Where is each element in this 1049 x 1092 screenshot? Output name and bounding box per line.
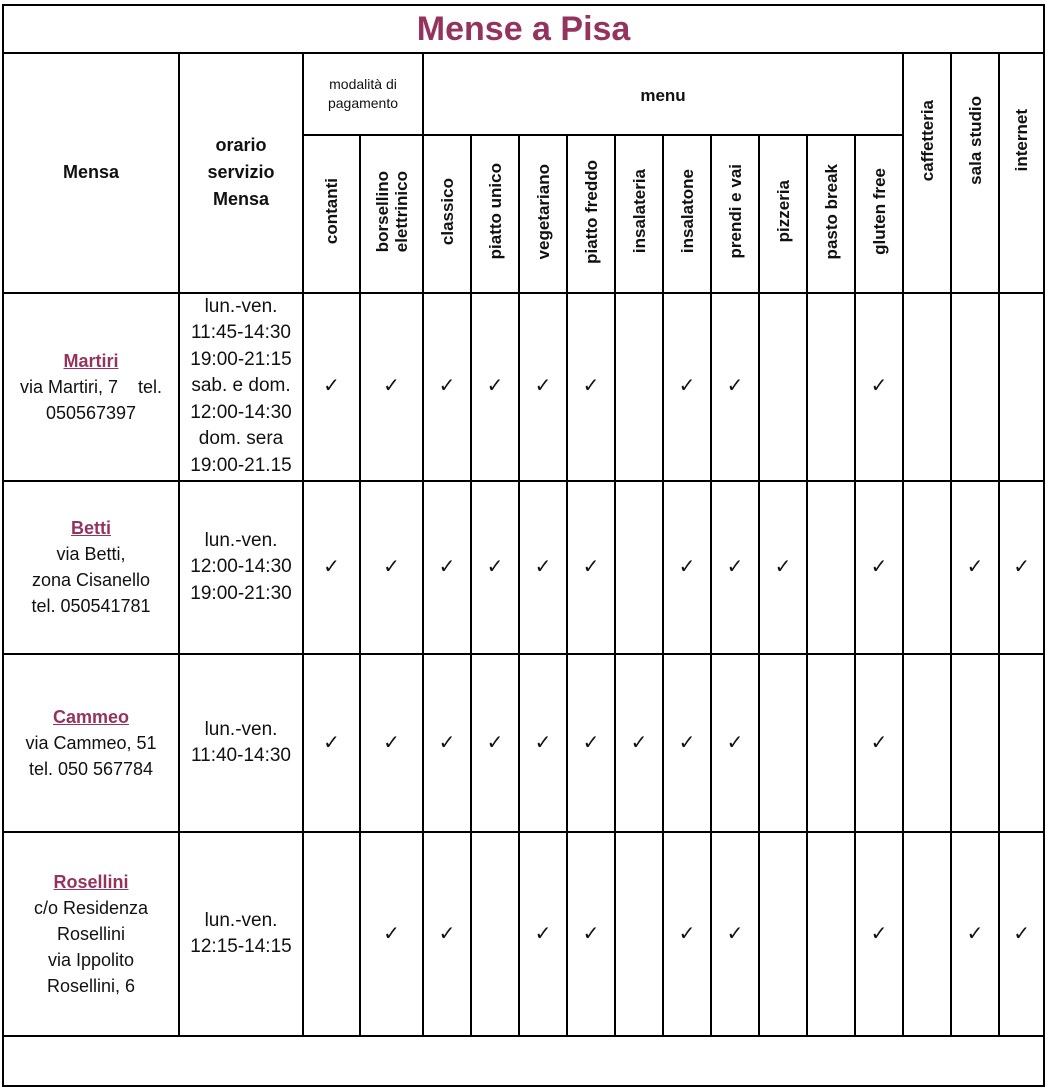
check-icon: ✓ xyxy=(323,375,340,398)
feature-cell xyxy=(855,481,903,654)
orario-line: 11:45-14:30 xyxy=(190,322,291,344)
check-icon: ✓ xyxy=(726,922,744,945)
check-icon: ✓ xyxy=(582,922,600,945)
check-icon: ✓ xyxy=(534,375,552,398)
feature-cell xyxy=(807,293,855,481)
check-icon: ✓ xyxy=(726,555,744,578)
feature-cell xyxy=(615,481,663,654)
check-icon: ✓ xyxy=(438,731,456,754)
mensa-address-line: zona Cisanello xyxy=(31,570,151,591)
feature-cell xyxy=(567,832,615,1035)
check-icon: ✓ xyxy=(486,375,504,398)
header-borsellino-label xyxy=(373,171,411,252)
feature-cell xyxy=(807,481,855,654)
mensa-address-line: tel. 050541781 xyxy=(31,596,151,617)
feature-cell xyxy=(759,832,807,1035)
check-icon: ✓ xyxy=(534,922,552,945)
feature-cell xyxy=(999,481,1044,654)
header-mensa-label: Mensa xyxy=(62,162,120,183)
orario-cell xyxy=(179,654,303,832)
check-icon: ✓ xyxy=(534,731,552,754)
check-icon: ✓ xyxy=(774,555,792,578)
orario-line: 19:00-21.15 xyxy=(190,454,292,476)
check-icon: ✓ xyxy=(323,555,340,578)
feature-cell xyxy=(807,654,855,832)
header-orario-line: Mensa xyxy=(212,189,270,210)
check-icon: ✓ xyxy=(630,731,648,754)
header-menu-col-label: piatto unico xyxy=(485,163,505,260)
orario-cell xyxy=(179,832,303,1035)
mensa-cell xyxy=(3,832,179,1035)
table-row xyxy=(3,293,1044,481)
orario-line: 11:40-14:30 xyxy=(190,745,291,767)
header-internet-label: internet xyxy=(1012,109,1032,172)
feature-cell xyxy=(663,832,711,1035)
feature-cell xyxy=(999,293,1044,481)
feature-cell xyxy=(471,481,519,654)
header-orario xyxy=(179,53,303,293)
feature-cell xyxy=(615,293,663,481)
table-row xyxy=(3,481,1044,654)
feature-cell xyxy=(903,293,951,481)
check-icon: ✓ xyxy=(438,922,456,945)
header-orario-line: orario xyxy=(215,135,267,156)
check-icon: ✓ xyxy=(383,731,400,754)
orario-cell xyxy=(179,481,303,654)
check-icon: ✓ xyxy=(726,375,744,398)
feature-cell xyxy=(615,832,663,1035)
header-menu-col xyxy=(663,135,711,292)
header-contanti-label: contanti xyxy=(322,178,341,245)
mensa-address-line: tel. 050 567784 xyxy=(28,759,154,780)
check-icon: ✓ xyxy=(534,555,552,578)
check-icon: ✓ xyxy=(870,555,888,578)
check-icon: ✓ xyxy=(582,731,600,754)
orario-line: lun.-ven. xyxy=(204,718,278,740)
orario-line: 19:00-21:15 xyxy=(190,348,292,370)
mensa-name-link[interactable]: Cammeo xyxy=(52,707,130,728)
header-menu-col xyxy=(471,135,519,292)
header-contanti xyxy=(303,135,360,292)
header-caffetteria-label: caffetteria xyxy=(917,99,937,182)
feature-cell xyxy=(711,654,759,832)
check-icon: ✓ xyxy=(383,555,400,578)
header-pagamento xyxy=(303,53,423,135)
feature-cell xyxy=(615,654,663,832)
feature-cell xyxy=(807,832,855,1035)
mensa-cell xyxy=(3,654,179,832)
mensa-address-line: via Martiri, 7 tel. xyxy=(19,376,163,397)
check-icon: ✓ xyxy=(678,731,696,754)
feature-cell xyxy=(471,832,519,1035)
header-menu-col-label: gluten free xyxy=(869,168,889,255)
mense-table xyxy=(2,4,1045,1087)
header-sala-studio xyxy=(951,53,999,293)
header-menu-col xyxy=(615,135,663,292)
header-menu-col-label: insalateria xyxy=(629,169,649,254)
orario-cell xyxy=(179,293,303,481)
feature-cell xyxy=(519,654,567,832)
feature-cell xyxy=(663,481,711,654)
header-mensa xyxy=(3,53,179,293)
orario-line: sab. e dom. xyxy=(191,375,291,397)
mensa-address-line: Rosellini, 6 xyxy=(46,976,136,997)
check-icon: ✓ xyxy=(486,731,504,754)
feature-cell xyxy=(519,832,567,1035)
feature-cell xyxy=(303,481,360,654)
mensa-address-line: Rosellini xyxy=(56,924,126,945)
mensa-name-link[interactable]: Betti xyxy=(71,518,111,539)
mensa-cell xyxy=(3,293,179,481)
header-menu-col-label: piatto freddo xyxy=(581,159,601,264)
feature-cell xyxy=(951,293,999,481)
feature-cell xyxy=(711,481,759,654)
header-menu-col-label: pasto break xyxy=(821,163,841,260)
feature-cell xyxy=(567,293,615,481)
header-menu-label: menu xyxy=(640,86,686,106)
header-menu-col-label: insalatone xyxy=(677,169,697,254)
orario-line: dom. sera xyxy=(198,428,284,450)
orario-line: 12:15-14:15 xyxy=(190,936,292,958)
orario-line: lun.-ven. xyxy=(204,295,278,317)
table-row xyxy=(3,832,1044,1035)
feature-cell xyxy=(471,293,519,481)
header-borsellino xyxy=(360,135,423,292)
feature-cell xyxy=(471,654,519,832)
feature-cell xyxy=(951,832,999,1035)
mensa-name-link[interactable]: Rosellini xyxy=(53,872,129,893)
feature-cell xyxy=(711,293,759,481)
orario-line: 12:00-14:30 xyxy=(190,401,292,423)
check-icon: ✓ xyxy=(678,555,696,578)
check-icon: ✓ xyxy=(966,555,984,578)
header-borsellino-line: elettrinico xyxy=(391,170,411,253)
feature-cell xyxy=(855,293,903,481)
header-pagamento-line: modalità di xyxy=(329,76,397,93)
header-menu xyxy=(423,53,903,135)
feature-cell xyxy=(567,654,615,832)
check-icon: ✓ xyxy=(438,375,456,398)
feature-cell xyxy=(951,481,999,654)
header-menu-col-label: prendi e vai xyxy=(725,164,745,259)
table-row xyxy=(3,654,1044,832)
check-icon: ✓ xyxy=(966,922,984,945)
feature-cell xyxy=(855,832,903,1035)
feature-cell xyxy=(903,481,951,654)
mensa-name-link[interactable]: Martiri xyxy=(63,350,119,371)
footer-row xyxy=(3,1036,1044,1086)
feature-cell xyxy=(903,654,951,832)
check-icon: ✓ xyxy=(1013,922,1030,945)
header-pagamento-line: pagamento xyxy=(327,95,399,112)
feature-cell xyxy=(360,481,423,654)
check-icon: ✓ xyxy=(486,555,504,578)
header-sala-studio-label: sala studio xyxy=(965,95,985,185)
header-internet xyxy=(999,53,1044,293)
feature-cell xyxy=(855,654,903,832)
mensa-address-line: c/o Residenza xyxy=(33,898,149,919)
check-icon: ✓ xyxy=(1013,555,1030,578)
header-menu-col xyxy=(759,135,807,292)
header-menu-col xyxy=(855,135,903,292)
check-icon: ✓ xyxy=(678,922,696,945)
feature-cell xyxy=(903,832,951,1035)
feature-cell xyxy=(423,481,471,654)
page-title: Mense a Pisa xyxy=(416,10,631,49)
header-menu-col-label: classico xyxy=(437,177,457,246)
orario-line: 19:00-21:30 xyxy=(190,582,292,604)
feature-cell xyxy=(999,832,1044,1035)
check-icon: ✓ xyxy=(870,731,888,754)
feature-cell xyxy=(663,293,711,481)
feature-cell xyxy=(423,293,471,481)
header-menu-col xyxy=(567,135,615,292)
check-icon: ✓ xyxy=(870,922,888,945)
feature-cell xyxy=(423,832,471,1035)
feature-cell xyxy=(711,832,759,1035)
feature-cell xyxy=(759,481,807,654)
title-cell xyxy=(3,5,1044,53)
feature-cell xyxy=(567,481,615,654)
header-caffetteria xyxy=(903,53,951,293)
check-icon: ✓ xyxy=(383,375,400,398)
feature-cell xyxy=(759,654,807,832)
header-menu-col-label: pizzeria xyxy=(773,180,793,243)
feature-cell xyxy=(303,832,360,1035)
check-icon: ✓ xyxy=(323,731,340,754)
mensa-address-line: via Ippolito xyxy=(47,950,135,971)
feature-cell xyxy=(303,293,360,481)
feature-cell xyxy=(951,654,999,832)
feature-cell xyxy=(663,654,711,832)
check-icon: ✓ xyxy=(726,731,744,754)
check-icon: ✓ xyxy=(870,375,888,398)
feature-cell xyxy=(360,654,423,832)
check-icon: ✓ xyxy=(678,375,696,398)
feature-cell xyxy=(759,293,807,481)
feature-cell xyxy=(360,832,423,1035)
feature-cell xyxy=(423,654,471,832)
check-icon: ✓ xyxy=(438,555,456,578)
header-menu-col xyxy=(519,135,567,292)
mensa-cell xyxy=(3,481,179,654)
feature-cell xyxy=(360,293,423,481)
mensa-address-line: 050567397 xyxy=(45,402,137,423)
mensa-address-line: via Betti, xyxy=(56,544,126,565)
orario-line: lun.-ven. xyxy=(204,909,278,931)
header-menu-col xyxy=(423,135,471,292)
feature-cell xyxy=(999,654,1044,832)
orario-line: lun.-ven. xyxy=(204,529,278,551)
feature-cell xyxy=(303,654,360,832)
check-icon: ✓ xyxy=(383,922,400,945)
header-menu-col-label: vegetariano xyxy=(533,163,553,260)
orario-line: 12:00-14:30 xyxy=(190,556,292,578)
mensa-address-line: via Cammeo, 51 xyxy=(25,733,157,754)
feature-cell xyxy=(519,293,567,481)
header-menu-col xyxy=(711,135,759,292)
header-borsellino-line: borsellino xyxy=(372,170,392,253)
check-icon: ✓ xyxy=(582,555,600,578)
header-orario-line: servizio xyxy=(207,162,275,183)
feature-cell xyxy=(519,481,567,654)
check-icon: ✓ xyxy=(582,375,600,398)
header-menu-col xyxy=(807,135,855,292)
